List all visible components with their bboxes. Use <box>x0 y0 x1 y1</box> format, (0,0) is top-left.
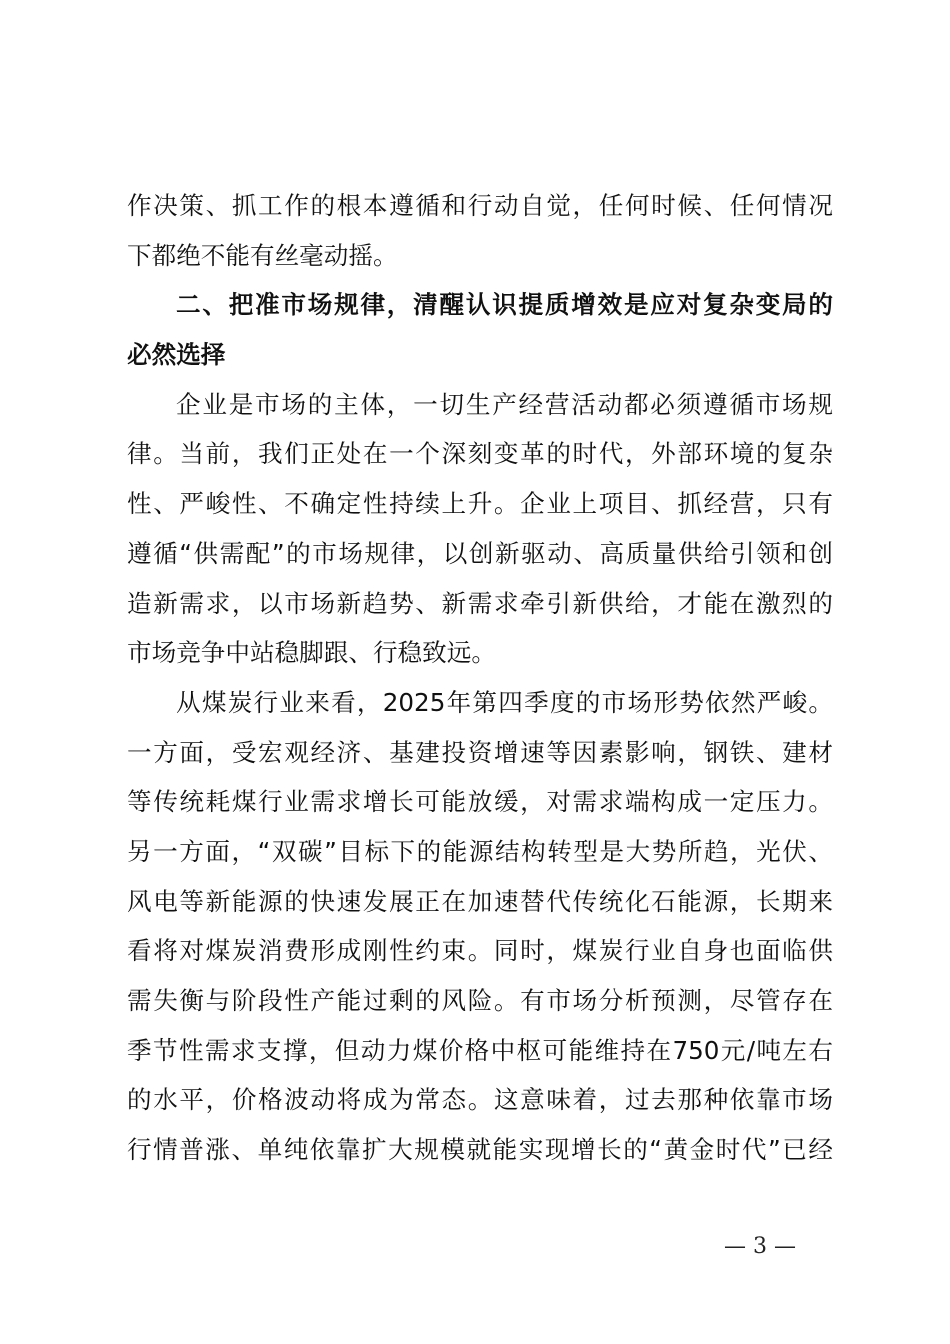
text-line: 需失衡与阶段性产能过剩的风险。有市场分析预测，尽管存在 <box>127 986 833 1015</box>
text-line: 下都绝不能有丝毫动摇。 <box>127 240 398 270</box>
text-line: 看将对煤炭消费形成刚性约束。同时，煤炭行业自身也面临供 <box>127 936 833 966</box>
text-line: 律。当前，我们正处在一个深刻变革的时代，外部环境的复杂 <box>127 439 833 469</box>
document-page <box>127 181 833 1175</box>
text-line: 从煤炭行业来看，2025年第四季度的市场形势依然严峻。 <box>176 687 833 717</box>
text-line: 市场竞争中站稳脚跟、行稳致远。 <box>127 638 496 668</box>
text-line: 一方面，受宏观经济、基建投资增速等因素影响，钢铁、建材 <box>127 737 833 767</box>
text-line: 作决策、抓工作的根本遵循和行动自觉，任何时候、任何情况 <box>127 191 833 220</box>
text-line: 另一方面，“双碳”目标下的能源结构转型是大势所趋，光伏、 <box>127 836 833 866</box>
section-heading: 必然选择 <box>127 340 226 370</box>
text-line: 性、严峻性、不确定性持续上升。企业上项目、抓经营，只有 <box>127 489 833 519</box>
text-line: 等传统耗煤行业需求增长可能放缓，对需求端构成一定压力。 <box>127 787 833 817</box>
text-line: 造新需求，以市场新趋势、新需求牵引新供给，才能在激烈的 <box>127 588 833 618</box>
text-line: 的水平，价格波动将成为常态。这意味着，过去那种依靠市场 <box>127 1085 833 1115</box>
page-number: — 3 — <box>724 1234 796 1259</box>
text-line: 企业是市场的主体，一切生产经营活动都必须遵循市场规 <box>176 389 833 419</box>
text-line: 行情普涨、单纯依靠扩大规模就能实现增长的“黄金时代”已经 <box>127 1135 834 1165</box>
text-line: 风电等新能源的快速发展正在加速替代传统化石能源，长期来 <box>127 886 833 916</box>
text-line: 季节性需求支撑，但动力煤价格中枢可能维持在750元/吨左右 <box>127 1035 833 1065</box>
text-line: 遵循“供需配”的市场规律，以创新驱动、高质量供给引领和创 <box>127 538 833 568</box>
section-heading: 二、把准市场规律，清醒认识提质增效是应对复杂变局的 <box>176 290 833 320</box>
